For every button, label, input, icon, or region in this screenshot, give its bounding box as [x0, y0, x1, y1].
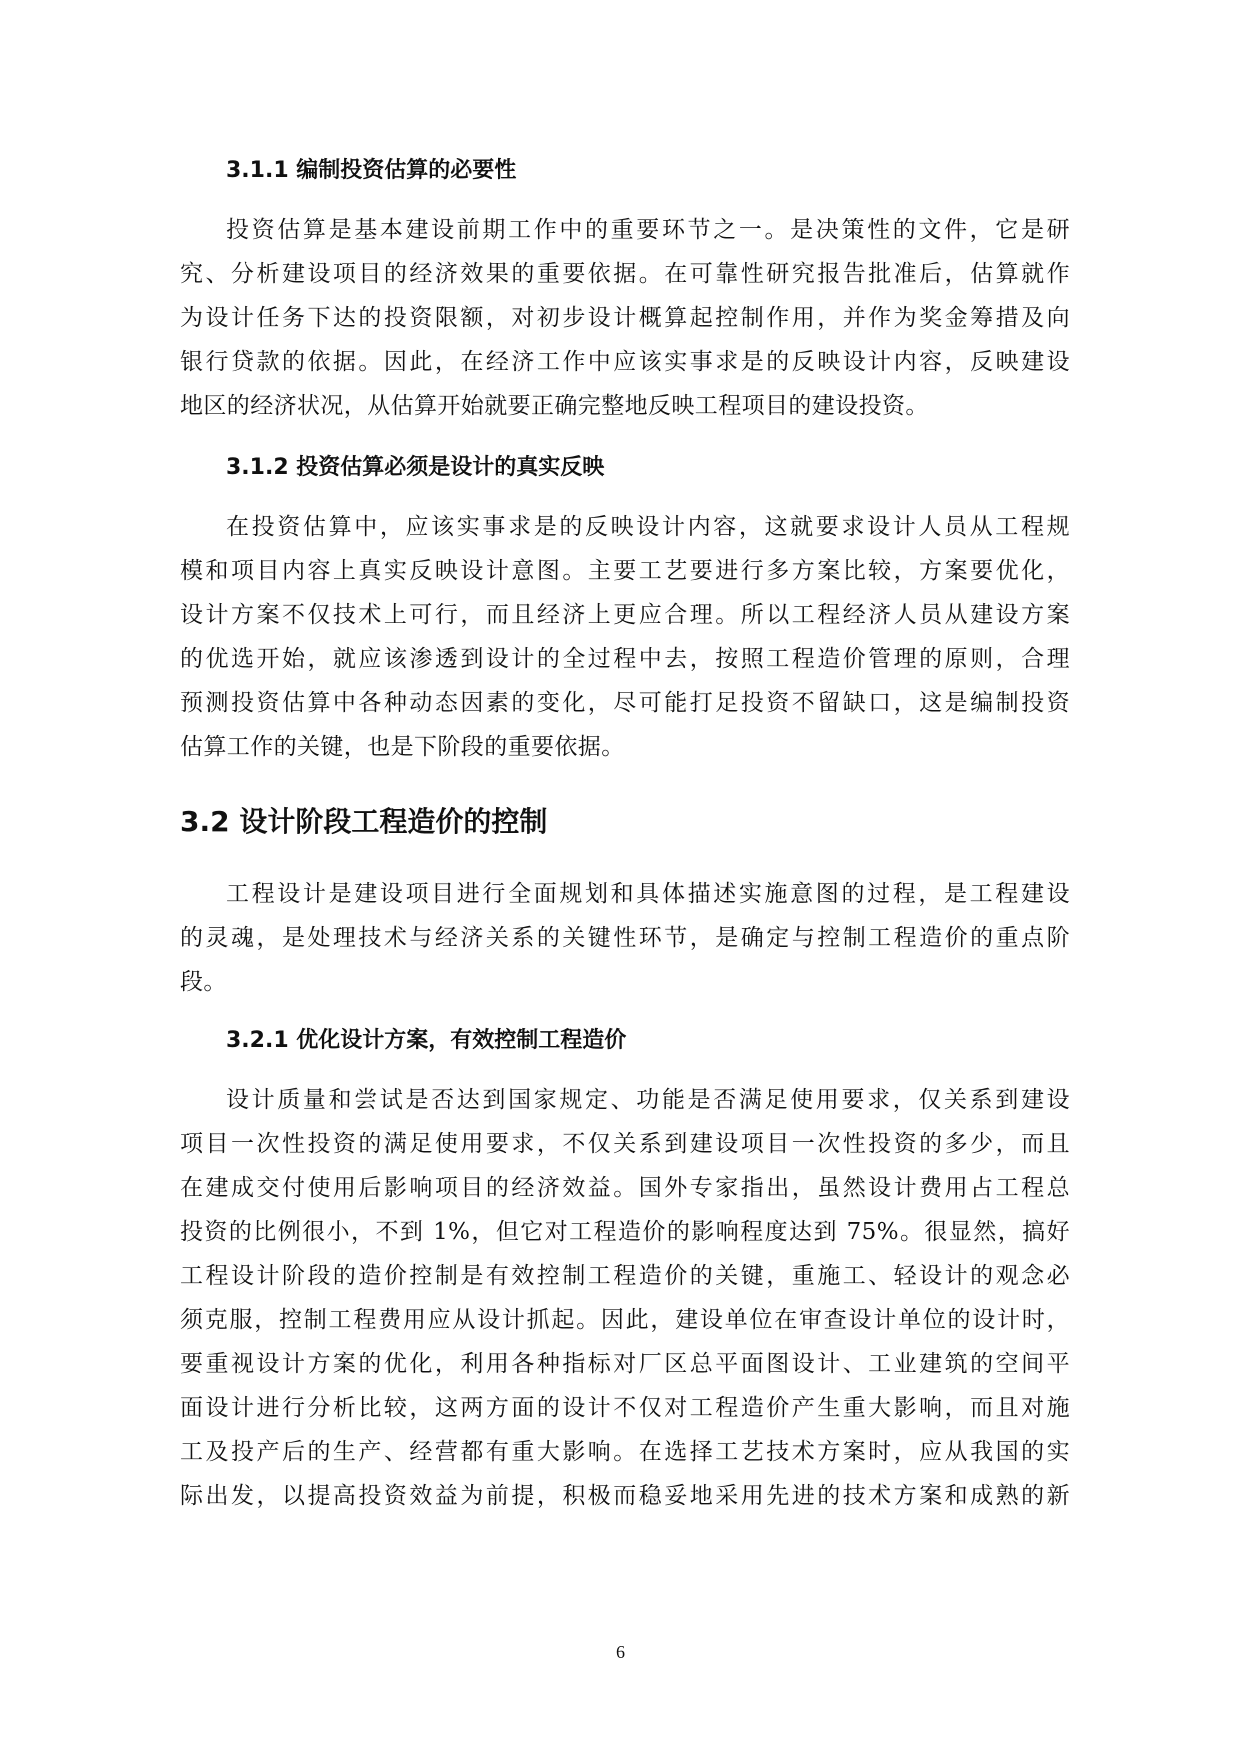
section-heading-3-1-2: 3.1.2 投资估算必须是设计的真实反映: [226, 455, 605, 480]
text-line: 的优选开始，就应该渗透到设计的全过程中去，按照工程造价管理的原则，合理: [180, 646, 1070, 672]
text-line: 际出发，以提高投资效益为前提，积极而稳妥地采用先进的技术方案和成熟的新: [180, 1483, 1070, 1509]
paragraph-3-2-1: [180, 1078, 1070, 1518]
text-line: 银行贷款的依据。因此，在经济工作中应该实事求是的反映设计内容，反映建设: [180, 349, 1070, 375]
text-line: 要重视设计方案的优化，利用各种指标对厂区总平面图设计、工业建筑的空间平: [180, 1351, 1070, 1377]
paragraph-3-1-1: [180, 208, 1070, 428]
text-line: 设计方案不仅技术上可行，而且经济上更应合理。所以工程经济人员从建设方案: [180, 602, 1070, 628]
text-line: 段。: [180, 969, 227, 995]
text-line: 地区的经济状况，从估算开始就要正确完整地反映工程项目的建设投资。: [180, 393, 929, 419]
text-line: 设计质量和尝试是否达到国家规定、功能是否满足使用要求，仅关系到建设: [226, 1087, 1070, 1113]
text-line: 在建成交付使用后影响项目的经济效益。国外专家指出，虽然设计费用占工程总: [180, 1175, 1070, 1201]
paragraph-3-1-2: [180, 505, 1070, 769]
text-line: 投资估算是基本建设前期工作中的重要环节之一。是决策性的文件，它是研: [226, 217, 1070, 243]
text-line: 工程设计是建设项目进行全面规划和具体描述实施意图的过程，是工程建设: [226, 881, 1070, 907]
text-line: 工程设计阶段的造价控制是有效控制工程造价的关键，重施工、轻设计的观念必: [180, 1263, 1070, 1289]
paragraph-3-2: [180, 872, 1070, 1004]
section-heading-3-2: 3.2 设计阶段工程造价的控制: [180, 805, 548, 838]
section-heading-3-2-1: 3.2.1 优化设计方案，有效控制工程造价: [226, 1028, 627, 1053]
text-line: 预测投资估算中各种动态因素的变化，尽可能打足投资不留缺口，这是编制投资: [180, 690, 1070, 716]
text-line: 模和项目内容上真实反映设计意图。主要工艺要进行多方案比较，方案要优化，: [180, 558, 1070, 584]
text-line: 在投资估算中，应该实事求是的反映设计内容，这就要求设计人员从工程规: [226, 514, 1070, 540]
text-line: 项目一次性投资的满足使用要求，不仅关系到建设项目一次性投资的多少，而且: [180, 1131, 1070, 1157]
text-line: 究、分析建设项目的经济效果的重要依据。在可靠性研究报告批准后，估算就作: [180, 261, 1070, 287]
text-line: 须克服，控制工程费用应从设计抓起。因此，建设单位在审查设计单位的设计时，: [180, 1307, 1070, 1333]
text-line: 工及投产后的生产、经营都有重大影响。在选择工艺技术方案时，应从我国的实: [180, 1439, 1070, 1465]
text-line: 投资的比例很小，不到 1%，但它对工程造价的影响程度达到 75%。很显然，搞好: [180, 1219, 1070, 1245]
text-line: 的灵魂，是处理技术与经济关系的关键性环节，是确定与控制工程造价的重点阶: [180, 925, 1070, 951]
text-line: 面设计进行分析比较，这两方面的设计不仅对工程造价产生重大影响，而且对施: [180, 1395, 1070, 1421]
page-content: [180, 156, 1070, 1518]
text-line: 估算工作的关键，也是下阶段的重要依据。: [180, 734, 625, 760]
section-heading-3-1-1: 3.1.1 编制投资估算的必要性: [226, 158, 517, 183]
text-line: 为设计任务下达的投资限额，对初步设计概算起控制作用，并作为奖金筹措及向: [180, 305, 1070, 331]
page-number: 6: [616, 1642, 625, 1662]
